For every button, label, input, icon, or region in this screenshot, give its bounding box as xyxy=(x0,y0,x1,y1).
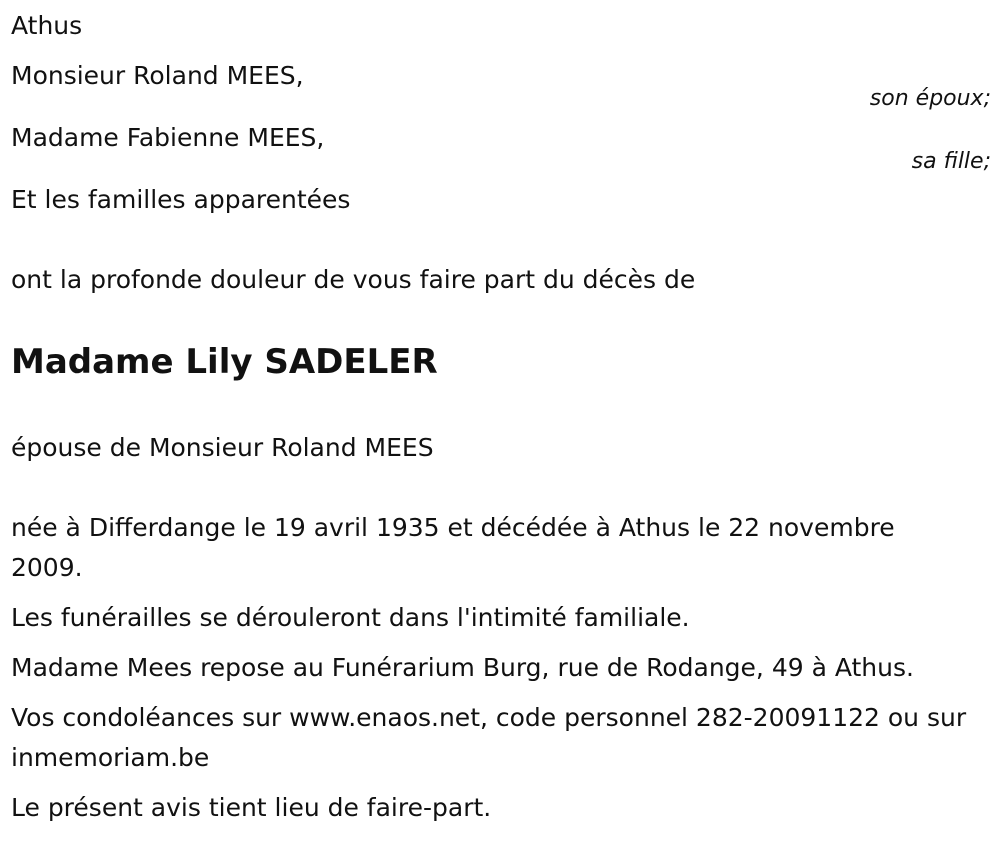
announcement-line: ont la profonde douleur de vous faire part du décès de xyxy=(11,265,696,294)
relation-husband: son époux; xyxy=(869,86,991,111)
funeral-line: Les funérailles se dérouleront dans l'intimité familiale. xyxy=(11,603,690,632)
resting-line: Madame Mees repose au Funérarium Burg, rue de Rodange, 49 à Athus. xyxy=(11,653,914,682)
condolences-line: Vos condoléances sur www.enaos.net, code personnel 282-20091122 ou sur inmemoriam.be xyxy=(11,703,967,772)
closing-line: Le présent avis tient lieu de faire-part. xyxy=(11,793,492,822)
relation-daughter: sa fille; xyxy=(911,149,991,174)
family-member-daughter: Madame Fabienne MEES, xyxy=(11,123,325,152)
deceased-name: Madame Lily SADELER xyxy=(11,342,438,382)
location: Athus xyxy=(11,11,83,40)
spouse-line: épouse de Monsieur Roland MEES xyxy=(11,433,434,462)
family-member-husband: Monsieur Roland MEES, xyxy=(11,61,304,90)
relatives-line: Et les familles apparentées xyxy=(11,185,351,214)
birth-death-line: née à Differdange le 19 avril 1935 et décédée à Athus le 22 novembre 2009. xyxy=(11,513,895,582)
